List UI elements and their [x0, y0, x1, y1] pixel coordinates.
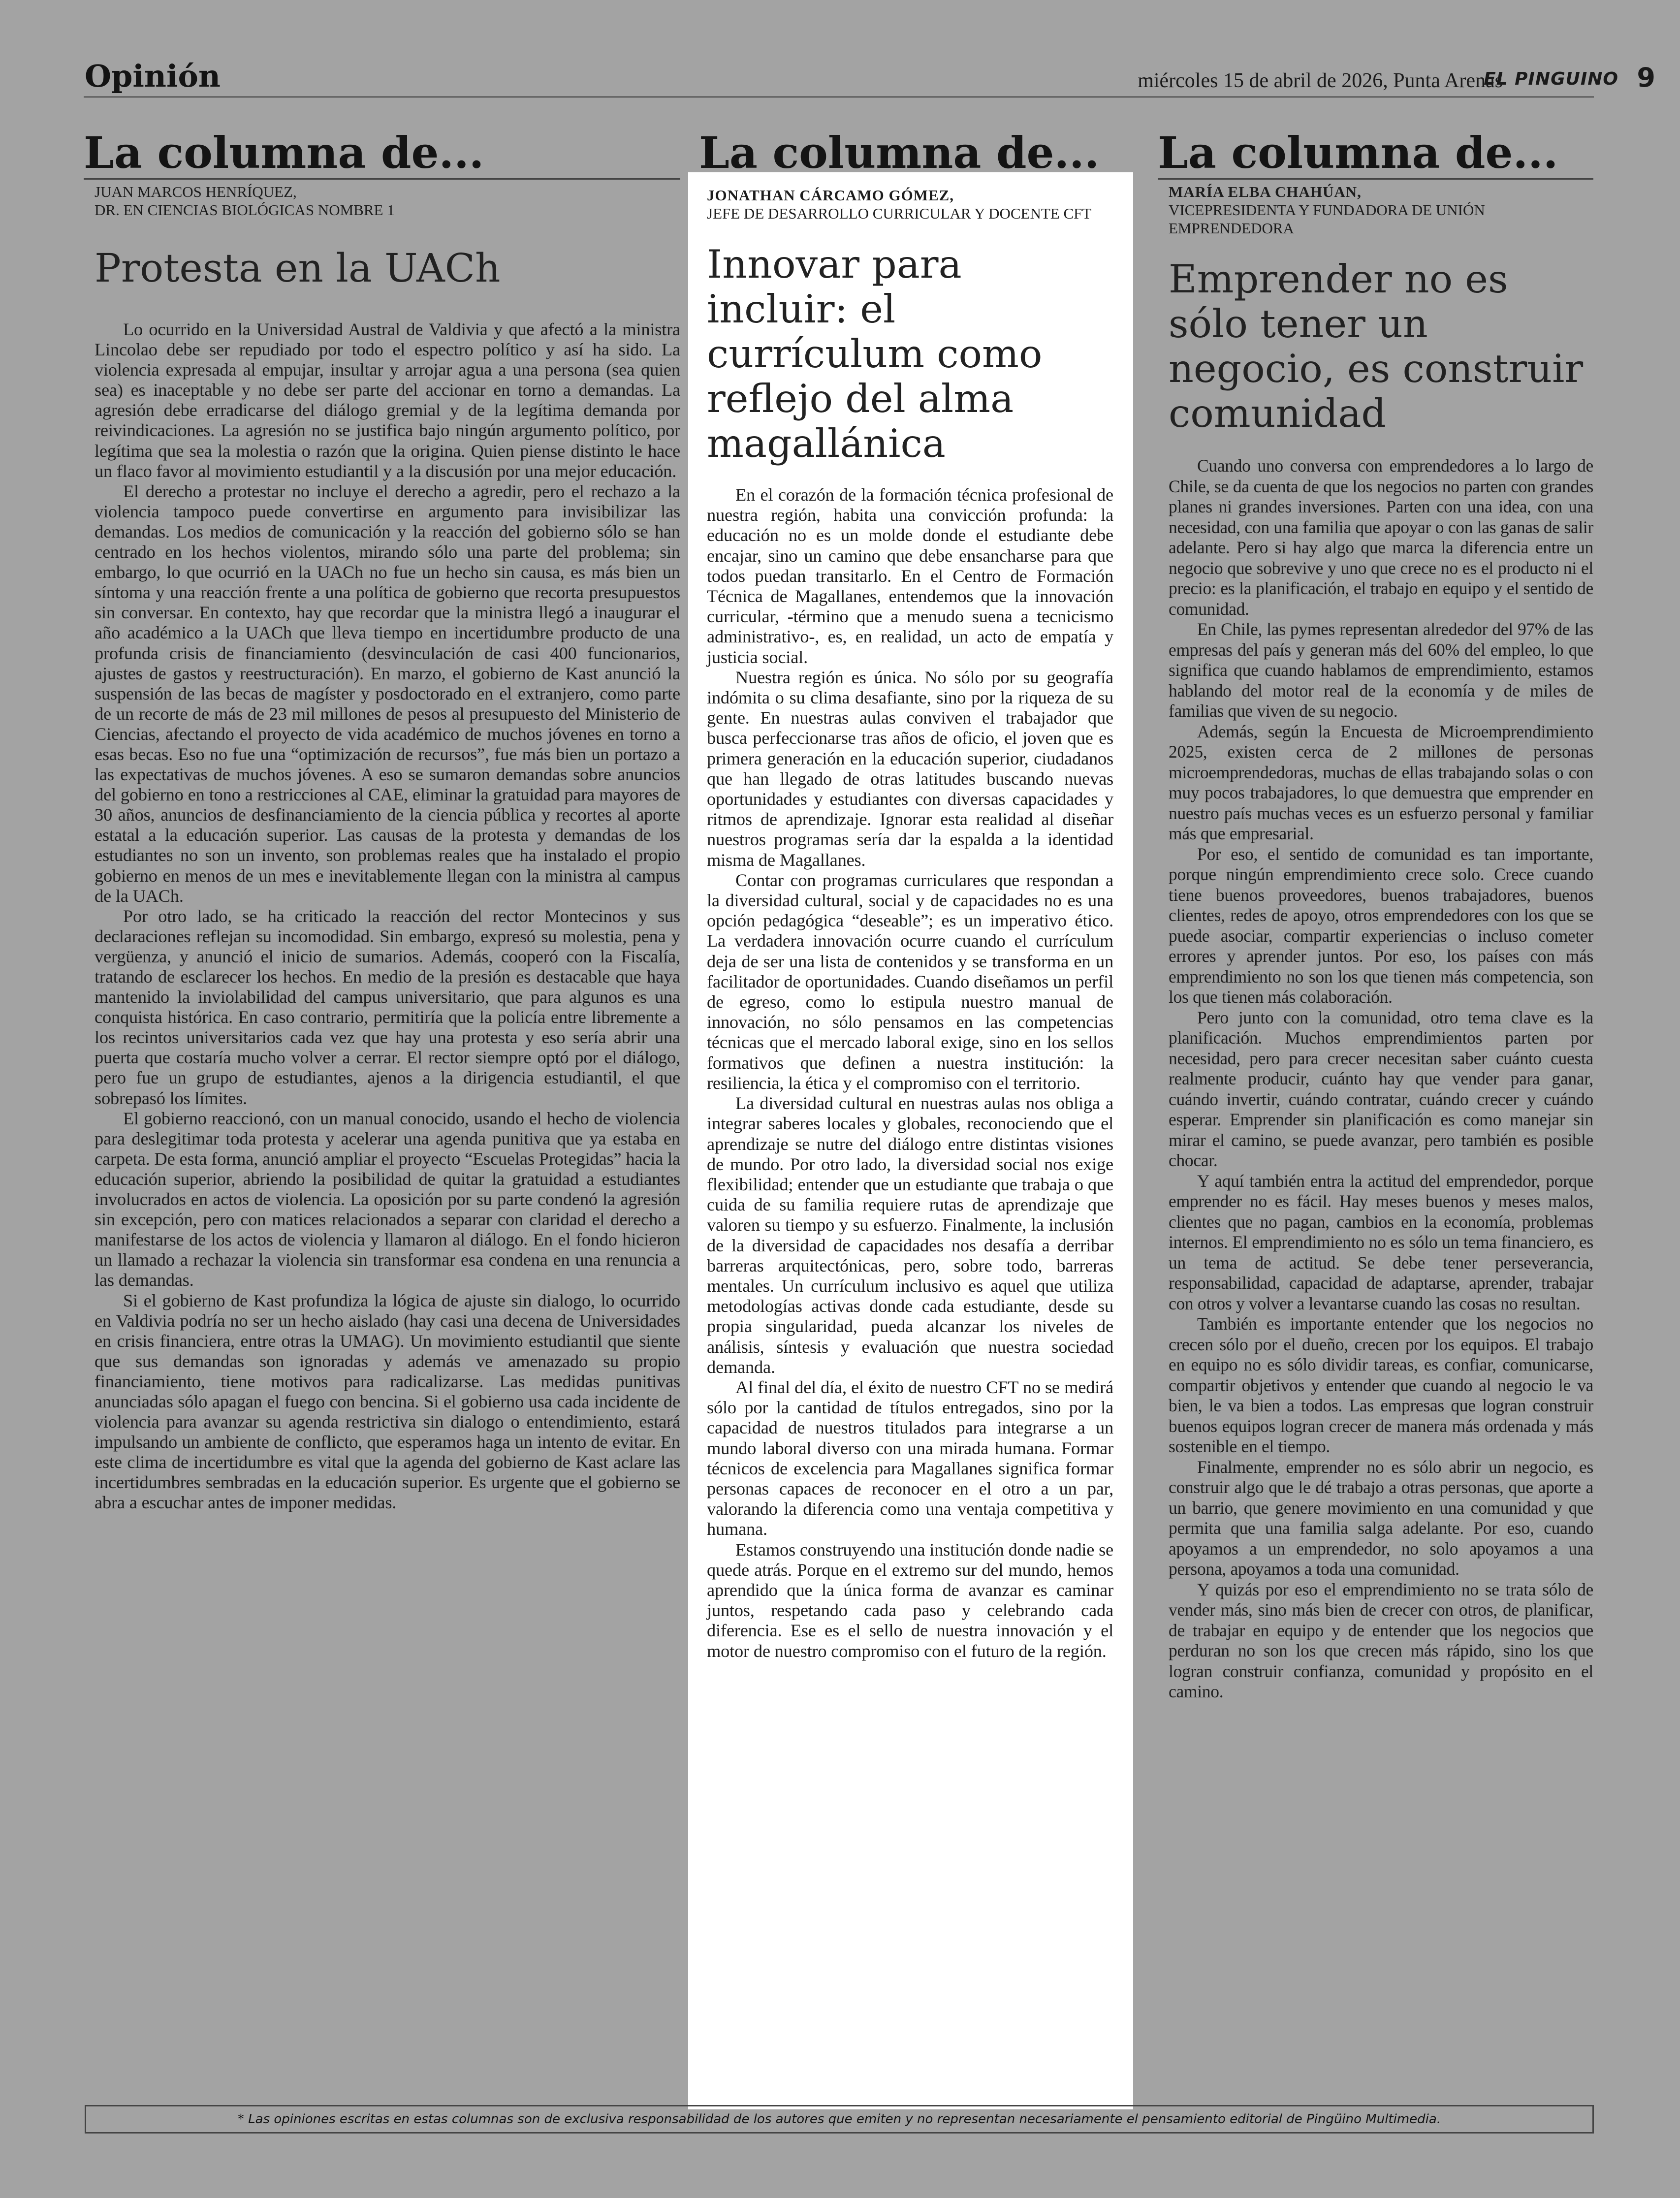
byline	[84, 183, 680, 219]
paragraph: El derecho a protestar no incluye el derecho a agredir, pero el rechazo a la violencia tampoco puede convertirse en argumento para invisibilizar las demandas. Los medios de comunicación y la reacción del gobierno sólo se han centrado en los hechos violentos, mirando sólo una parte del problema; sin embargo, lo que ocurrió en la UACh no fue un hecho sin causa, es más bien un síntoma y una reacción frente a una política de gobierno que recorta presupuestos sin conversar. En contexto, hay que recordar que la ministra llegó a inaugurar el año académico a la UACh que lleva tiempo en incertidumbre producto de una profunda crisis de financiamiento (desvinculación de casi 400 funcionarios, ajustes de gastos y reestructuración). En marzo, el gobierno de Kast anunció la suspensión de las becas de magíster y posdoctorado en el extranjero, como parte de un recorte de más de 23 mil millones de pesos al presupuesto del Ministerio de Ciencias, afectando el proyecto de vida académico de muchos jóvenes en torno a esas becas. Eso no fue una “optimización de recursos”, fue más bien un portazo a las expectativas de muchos jóvenes. A eso se sumaron demandas sobre anuncios del gobierno en tono a restricciones al CAE, eliminar la gratuidad para mayores de 30 años, anuncios de desfinanciamiento de la ciencia pública y recortes al aporte estatal a la educación superior. Las causas de la protesta y demandas de los estudiantes no son un invento, son problemas reales que ha instalado el propio gobierno en menos de un mes e inevitablemente llegan con la ministra al campus de la UACh.	[95, 481, 680, 906]
paragraph: En el corazón de la formación técnica profesional de nuestra región, habita una convicción profunda: la educación no es un molde donde el estudiante debe encajar, sino un camino que debe ensancharse para que todos puedan transitarlo. En el Centro de Formación Técnica de Magallanes, entendemos que la innovación curricular, -término que a menudo suena a tecnicismo administrativo-, es, en realidad, un acto de empatía y justicia social.	[707, 485, 1113, 667]
headline: Protesta en la UACh	[95, 245, 501, 291]
section-title: Opinión	[85, 58, 221, 94]
paragraph: Lo ocurrido en la Universidad Austral de Valdivia y que afectó a la ministra Lincolao debe ser repudiado por todo el espectro político y así ha sido. La violencia expresada al empujar, insultar y arrojar agua a una persona (sea quien sea) es inaceptable y no debe ser parte del accionar en torno a demandas. La agresión debe erradicarse del diálogo gremial y de la legítima demanda por reivindicaciones. La agresión no se justifica bajo ningún argumento político, por legítima que sea la molestia o razón que la origina. Quien piense distinto le hace un flaco favor al movimiento estudiantil y a la discusión por una mejor educación.	[95, 319, 680, 481]
paragraph: Por eso, el sentido de comunidad es tan importante, porque ningún emprendimiento crece solo. Crece cuando tiene buenos proveedores, buenos trabajadores, buenos clientes, redes de apoyo, otros emprendedores con los que se puede asociar, compartir experiencias o incluso cometer errores y aprender juntos. Por eso, los países con más emprendimiento no son los que tienen más competencia, son los que tienen más colaboración.	[1169, 844, 1593, 1007]
dateline: miércoles 15 de abril de 2026, Punta Arenas	[1138, 69, 1503, 92]
author-name	[1169, 183, 1593, 201]
paragraph: El gobierno reaccionó, con un manual conocido, usando el hecho de violencia para deslegitimar toda protesta y acelerar una agenda punitiva que ya estaba en carpeta. De esta forma, anunció ampliar el proyecto “Escuelas Protegidas” hacia la educación superior, abriendo la posibilidad de quitar la gratuidad a estudiantes involucrados en actos de violencia. La oposición por su parte condenó la agresión sin excepción, pero con matices relacionados a separar con claridad el derecho a manifestarse de los actos de violencia y llamaron al diálogo. En el fondo hicieron un llamado a rechazar la violencia sin transformar esa condena en una renuncia a las demandas.	[95, 1108, 680, 1290]
paragraph: Nuestra región es única. No sólo por su geografía indómita o su clima desafiante, sino por la riqueza de su gente. En nuestras aulas conviven el trabajador que busca perfeccionarse tras años de oficio, el joven que es primera generación en la educación superior, ciudadanos que han llegado de otras latitudes buscando nuevas oportunidades y estudiantes con diversas capacidades y ritmos de aprendizaje. Ignorar esta realidad al diseñar nuestros programas sería dar la espalda a la identidad misma de Magallanes.	[707, 667, 1113, 870]
paragraph: Cuando uno conversa con emprendedores a lo largo de Chile, se da cuenta de que los negocios no parten con grandes planes ni grandes inversiones. Parten con una idea, con una necesidad, con una familia que apoyar o con las ganas de salir adelante. Pero si hay algo que marca la diferencia entre un negocio que sobrevive y uno que crece no es el producto ni el precio: es la planificación, el trabajo en equipo y el sentido de comunidad.	[1169, 456, 1593, 619]
paragraph: Al final del día, el éxito de nuestro CFT no se medirá sólo por la cantidad de títulos entregados, sino por la capacidad de nuestros titulados para integrarse a un mundo laboral diverso con una mirada humana. Formar técnicos de excelencia para Magallanes significa formar personas capaces de reconocer en el otro a un par, valorando la diferencia como una ventaja competitiva y humana.	[707, 1377, 1113, 1539]
article-body	[84, 319, 680, 1513]
paragraph: Contar con programas curriculares que respondan a la diversidad cultural, social y de capacidades no es una opción pedagógica “deseable”; es un imperativo ético. La verdadera innovación ocurre cuando el currículum deja de ser una lista de contenidos y se transforma en un facilitador de oportunidades. Cuando diseñamos un perfil de egreso, como lo estipula nuestro manual de innovación, no sólo pensamos en las competencias técnicas que el mercado laboral exige, sino en los sellos formativos que definen a nuestra institución: la resiliencia, la ética y el compromiso con el territorio.	[707, 870, 1113, 1093]
column-2	[688, 127, 1133, 2109]
paragraph: Por otro lado, se ha criticado la reacción del rector Montecinos y sus declaraciones reflejan su incomodidad. Sin embargo, expresó su molestia, pena y vergüenza, y anunció el inicio de sumarios. Además, cooperó con la Fiscalía, tratando de esclarecer los hechos. En medio de la presión es destacable que haya mantenido la inviolabilidad del campus universitario, que para algunos es una conquista histórica. En caso contrario, permitiría que la policía entre libremente a los recintos universitarios cada vez que hay una protesta y eso sería abrir una puerta que costaría mucho volver a cerrar. El rector siempre optó por el diálogo, pero fue un grupo de estudiantes, ajenos a la dirigencia estudiantil, el que sobrepasó los límites.	[95, 906, 680, 1108]
paragraph: Pero junto con la comunidad, otro tema clave es la planificación. Muchos emprendimientos parten por necesidad, pero para crecer necesitan saber cuánto cuesta realmente producir, cuánto hay que vender para ganar, cuándo invertir, cuándo contratar, cuándo crecer y cuándo esperar. Emprender sin planificación es como manejar sin mirar el camino, se puede avanzar, pero también es posible chocar.	[1169, 1007, 1593, 1170]
author-name-text: MARÍA ELBA CHAHÚAN,	[1169, 183, 1362, 200]
author-name	[707, 186, 1133, 204]
footer-disclaimer: * Las opiniones escritas en estas columnas son de exclusiva responsabilidad de los autores que emiten y no representan necesariamente el pensamiento editorial de Pingüino Multimedia.	[85, 2105, 1594, 2134]
paragraph: La diversidad cultural en nuestras aulas nos obliga a integrar saberes locales y globales, reconociendo que el aprendizaje se nutre del diálogo entre distintas visiones de mundo. Por otro lado, la diversidad social nos exige flexibilidad; entender que un estudiante que trabaja o que cuida de su familia requiere rutas de aprendizaje que valoren su tiempo y su esfuerzo. Finalmente, la inclusión de la diversidad de capacidades nos desafía a derribar barreras arquitectónicas, pero, sobre todo, barreras mentales. Un currículum inclusivo es aquel que utiliza metodologías activas donde cada estudiante, desde su propia singularidad, pueda alcanzar los niveles de análisis, síntesis y evaluación que nuestra sociedad demanda.	[707, 1093, 1113, 1377]
column-kicker: La columna de...	[699, 127, 1100, 178]
author-role: VICEPRESIDENTA Y FUNDADORA DE UNIÓN EMPRENDEDORA	[1169, 201, 1485, 237]
column-3	[1158, 127, 1593, 1702]
paragraph: Además, según la Encuesta de Microemprendimiento 2025, existen cerca de 2 millones de personas microemprendedoras, muchas de ellas trabajando solas o con muy pocos trabajadores, lo que demuestra que emprender en nuestro país muchas veces es un esfuerzo personal y familiar más que empresarial.	[1169, 721, 1593, 843]
paragraph: Si el gobierno de Kast profundiza la lógica de ajuste sin dialogo, lo ocurrido en Valdivia podría no ser un hecho aislado (hay casi una decena de Universidades en crisis financiera, entre otras la UMAG). Un movimiento estudiantil que siente que sus demandas son ignoradas y además ve amenazado su propio financiamiento, tiene motivos para radicalizarse. Las medidas punitivas anunciadas sólo apagan el fuego con bencina. Si el gobierno usa cada incidente de violencia para avanzar su agenda restrictiva sin dialogo o entendimiento, estará impulsando un ambiente de conflicto, que esperamos haga un intento de evitar. En este clima de incertidumbre es vital que la agenda del gobierno de Kast aclare las incertidumbres sembradas en la educación superior. Es urgente que el gobierno se abra a escuchar antes de imponer medidas.	[95, 1290, 680, 1513]
kicker-rule	[1158, 178, 1593, 180]
column-kicker: La columna de...	[84, 127, 484, 178]
page-number: 9	[1637, 62, 1655, 93]
column-kicker: La columna de...	[1158, 127, 1558, 178]
paragraph: Y aquí también entra la actitud del emprendedor, porque emprender no es fácil. Hay meses buenos y meses malos, clientes que no pagan, cambios en la economía, problemas internos. El emprendimiento no es sólo un tema financiero, es un tema de actitud. Se debe tener perseverancia, responsabilidad, capacidad de adaptarse, aprender, trabajar con otros y volver a levantarse cuando las cosas no resultan.	[1169, 1171, 1593, 1313]
byline	[1158, 183, 1593, 237]
header-rule	[84, 96, 1594, 97]
byline	[688, 172, 1133, 223]
headline: Emprender no es sólo tener un negocio, es construir comunidad	[1169, 256, 1584, 436]
article-body	[707, 485, 1113, 1661]
article-body	[1158, 456, 1593, 1702]
newspaper-logo: EL PINGUINO	[1484, 69, 1618, 89]
paragraph: Finalmente, emprender no es sólo abrir un negocio, es construir algo que le dé trabajo a otras personas, que aporte a un barrio, que genere movimiento en una comunidad y que permita que una familia salga adelante. Por eso, cuando apoyamos a un emprendedor, no solo apoyamos a una persona, apoyamos a toda una comunidad.	[1169, 1457, 1593, 1579]
paragraph: También es importante entender que los negocios no crecen sólo por el dueño, crecen por los equipos. El trabajo en equipo no es sólo dividir tareas, es confiar, comunicarse, compartir objetivos y entender que cuando al negocio le va bien, le va bien a todos. Las empresas que logran construir buenos equipos logran crecer de manera más ordenada y más sostenible en el tiempo.	[1169, 1314, 1593, 1456]
author-role: DR. EN CIENCIAS BIOLÓGICAS NOMBRE 1	[95, 201, 395, 219]
paragraph: Estamos construyendo una institución donde nadie se quede atrás. Porque en el extremo sur del mundo, hemos aprendido que la única forma de avanzar es caminar juntos, respetando cada paso y celebrando cada diferencia. Ese es el sello de nuestra innovación y el motor de nuestro compromiso con el futuro de la región.	[707, 1539, 1114, 1661]
headline: Innovar para incluir: el currículum como reflejo del alma magallánica	[707, 242, 1043, 466]
author-name-text: JONATHAN CÁRCAMO GÓMEZ,	[707, 187, 954, 204]
paragraph: Y quizás por eso el emprendimiento no se trata sólo de vender más, sino más bien de crecer con otros, de planificar, de trabajar en equipo y de entender que los negocios que perduran no son los que crecen más rápido, sino los que logran construir confianza, comunidad y propósito en el camino.	[1169, 1579, 1593, 1701]
author-role: JEFE DE DESARROLLO CURRICULAR Y DOCENTE CFT	[707, 205, 1092, 222]
column-1	[84, 127, 680, 1513]
author-name: JUAN MARCOS HENRÍQUEZ,	[95, 183, 297, 200]
paragraph: En Chile, las pymes representan alrededor del 97% de las empresas del país y generan más del 60% del empleo, lo que significa que cuando hablamos de emprendimiento, estamos hablando del motor real de la economía y de miles de familias que viven de su negocio.	[1169, 619, 1593, 721]
kicker-rule	[84, 178, 680, 180]
